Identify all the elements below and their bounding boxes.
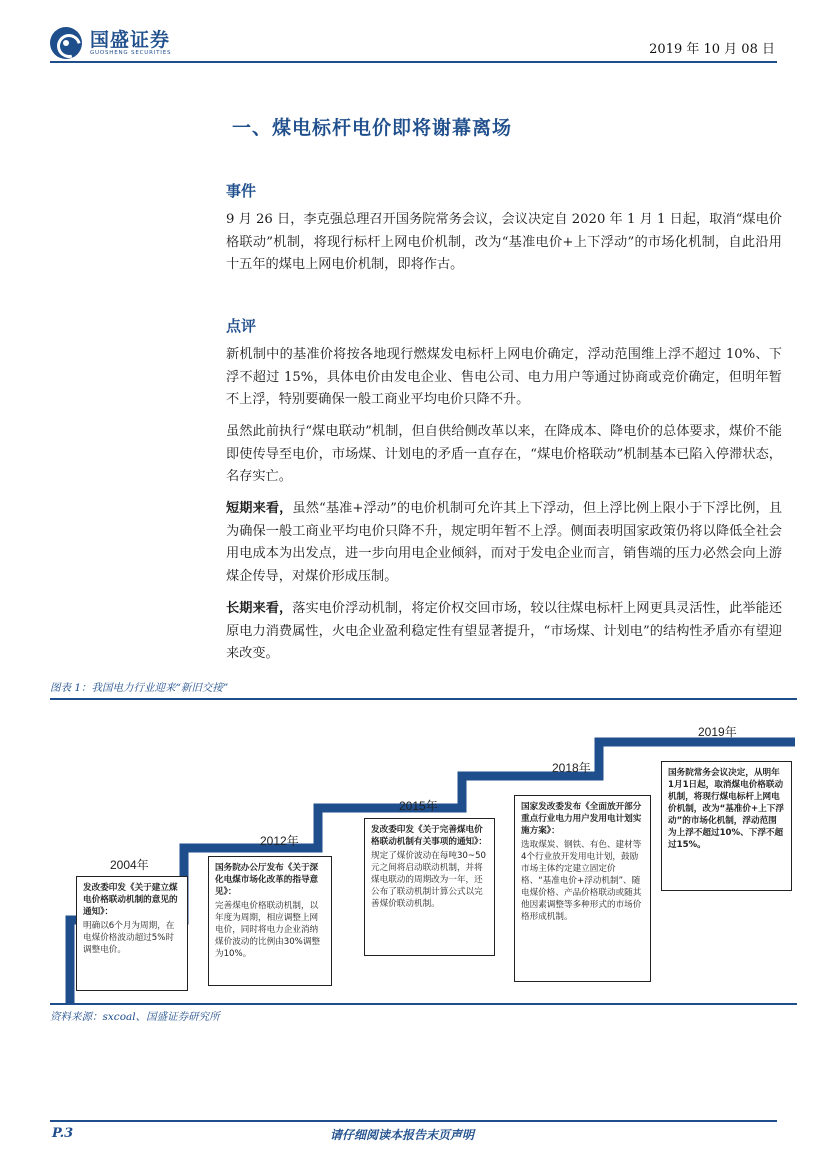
- short-term-text: 虽然“基准+浮动”的电价机制可允许其上下浮动，但上浮比例上限小于下浮比例，且为确保一般工商业平均电价只降不升，规定明年暂不上浮。侧面表明国家政策仍将以降低全社会用电成本为出发点，进一步向用电企业倾斜，而对于发电企业而言，销售端的压力必然会向上游煤企传导，对煤价形成压制。: [226, 501, 783, 584]
- timeline-box-2004: [76, 876, 188, 991]
- comment-heading: 点评: [226, 317, 257, 335]
- box-title-2018: 国家发改委发布《全面放开部分重点行业电力用户发用电计划实施方案》：: [521, 802, 642, 836]
- comment-paragraph-1: 新机制中的基准价将按各地现行燃煤发电标杆上网电价确定，浮动范围维上浮不超过 10%、下浮不超过 15%，具体电价由发电企业、售电公司、电力用户等通过协商或竞价确定，但明年暂不上浮，特别要确保一般工商业平均电价只降不升。: [226, 347, 782, 407]
- comment-paragraph-2: 虽然此前执行“煤电联动”机制，但自供给侧改革以来，在降成本、降电价的总体要求，煤价不能即使传导至电价，市场煤、计划电的矛盾一直存在，“煤电价格联动”机制基本已陷入停滞状态，名存实亡。: [226, 424, 782, 484]
- figure-caption: 图表 1：我国电力行业迎来“新旧交接”: [50, 682, 229, 694]
- box-body-2004: 明确以6个月为周期，在电煤价格波动超过5%时调整电价。: [83, 921, 175, 955]
- box-title-2015: 发改委印发《关于完善煤电价格联动机制有关事项的通知》：: [371, 825, 488, 847]
- timeline-box-2019: [661, 761, 792, 891]
- box-title-2004: 发改委印发《关于建立煤电价格联动机制的意见的通知》：: [83, 883, 178, 917]
- short-term-lead: 短期来看，: [226, 501, 293, 516]
- logo-cn: 国盛证券: [90, 28, 171, 51]
- box-title-2019: 国务院常务会议决定，从明年1月1日起，取消煤电价格联动机制，将现行煤电标杆上网电价机制，改为“基准价+上下浮动”的市场化机制，浮动范围为上浮不超过10%、下浮不超过15%。: [668, 768, 784, 850]
- comment-paragraph-4: [226, 598, 782, 666]
- long-term-lead: 长期来看，: [226, 601, 293, 616]
- timeline-box-2012: [208, 856, 332, 986]
- page-number: P.3: [52, 1126, 74, 1141]
- year-2019: 2019年: [698, 725, 737, 739]
- figure-source: 资料来源：sxcoal、国盛证券研究所: [50, 1011, 220, 1023]
- logo-icon: [50, 27, 82, 59]
- report-date: 2019 年 10 月 08 日: [649, 42, 775, 57]
- logo-en: GUOSHENG SECURITIES: [90, 49, 172, 56]
- timeline-box-2018: [514, 795, 651, 982]
- box-title-2012: 国务院办公厅发布《关于深化电煤市场化改革的指导意见》：: [215, 863, 319, 897]
- logo-text: [90, 30, 171, 57]
- box-body-2012: 完善煤电价格联动机制，以年度为周期，相应调整上网电价，同时将电力企业消纳煤价波动的比例由30%调整为10%。: [215, 901, 321, 959]
- long-term-text: 落实电价浮动机制，将定价权交回市场，较以往煤电标杆上网更具灵活性，此举能还原电力消费属性，火电企业盈利稳定性有望显著提升，“市场煤、计划电”的结构性矛盾亦有望迎来改变。: [226, 601, 783, 661]
- year-2012: 2012年: [260, 834, 299, 848]
- timeline-figure: [50, 700, 797, 1003]
- footer-divider: [50, 1120, 777, 1122]
- year-2015: 2015年: [399, 799, 438, 813]
- box-body-2018: 选取煤炭、钢铁、有色、建材等4个行业放开发用电计划，鼓励市场主体约定建立固定价格、“基准电价+浮动机制”、随电煤价格、产品价格联动或随其他因素调整等多种形式的市场价格形成机制。: [521, 840, 642, 922]
- disclaimer-note: 请仔细阅读本报告末页声明: [330, 1128, 475, 1142]
- header-divider: [50, 61, 777, 63]
- comment-paragraph-3: [226, 498, 782, 588]
- section-title: 一、煤电标杆电价即将谢幕离场: [232, 117, 513, 139]
- timeline-box-2015: [364, 818, 495, 956]
- event-heading: 事件: [226, 182, 257, 200]
- event-paragraph: 9 月 26 日，李克强总理召开国务院常务会议，会议决定自 2020 年 1 月 1 日起，取消“煤电价格联动”机制，将现行标杆上网电价机制，改为“基准电价+上下浮动”的市场化机制，自此沿用十五年的煤电上网电价机制，即将作古。: [226, 212, 782, 272]
- figure-bottom-rule: [50, 1003, 797, 1005]
- company-logo: [50, 26, 171, 60]
- year-2018: 2018年: [552, 761, 591, 775]
- box-body-2015: 规定了煤价波动在每吨30~50元之间将启动联动机制，并将煤电联动的周期改为一年，还公布了联动机制计算公式以完善煤价联动机制。: [371, 851, 487, 909]
- year-2004: 2004年: [110, 858, 149, 872]
